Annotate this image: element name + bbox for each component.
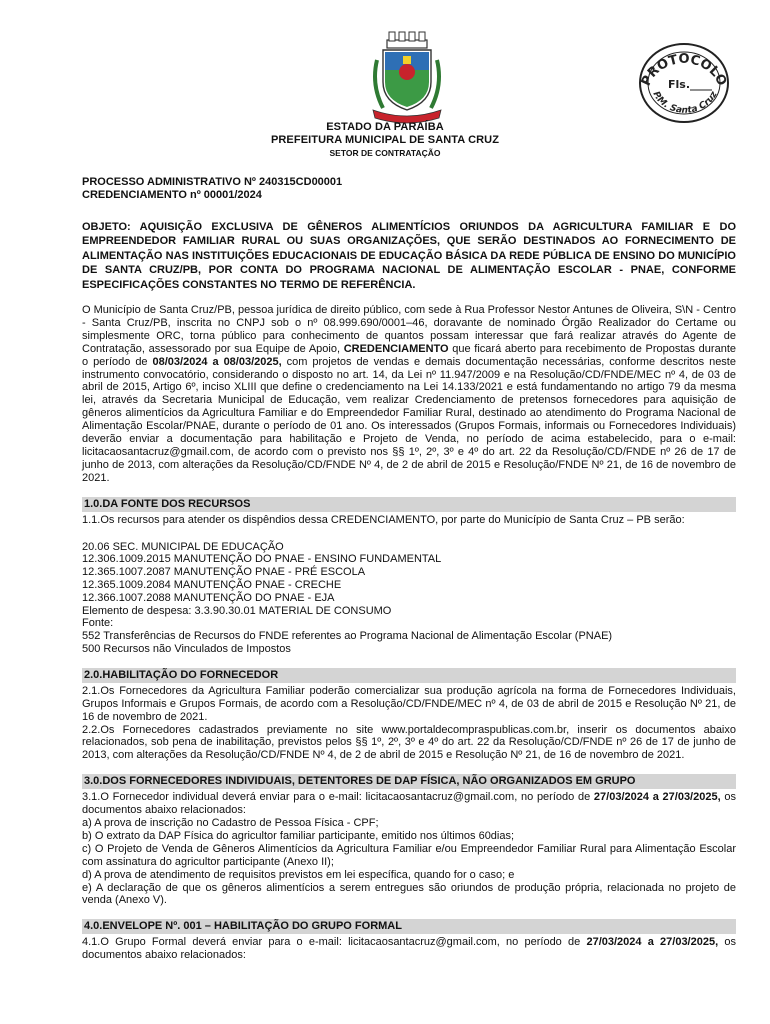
intro-text-3: com projetos de vendas e demais documentação necessárias, conforme descritos neste instrumento convocatório, considerando o disposto no art. 14, da Lei nº 11.947/2009 e na Resolução/CD/FNDE/MEC nº 4, de 03 de abril de 2015, Artigo 6º, inciso XLIII que define o credenciamento na Lei 14.133/2021 e está fundamentando no artigo 79 da mesma lei, através da Secretaria Municipal de Educação, vem realizar Credenciamento de pretensos fornecedores para aquisição de gêneros alimentícios da Agricultura Familiar e do Empreendedor Familiar Rural, destinado ao atendimento do Programa Nacional de Alimentação Escolar/PNAE, durante o período de 01 ano. Os interessados (Grupos Formais, informais ou Fornecedores Individuais) deverão enviar a documentação para habilitação e Projeto de Venda, no período de acima estabelecido, para o e-mail: licitacaosantacruz@gmail.com, de acordo com o previsto nos §§ 1º, 2º, 3º e 4º do art. 22 da Resolução/CD/FNDE nº 26 de 17 de junho de 2013, com alterações da Resolução/CD/FNDE Nº 4, de 2 de abril de 2015 e Resolução/FNDE Nº 21, de 16 de novembro de 2021.: [82, 355, 736, 484]
list-item: 552 Transferências de Recursos do FNDE referentes ao Programa Nacional de Alimentação Escolar (PNAE): [82, 630, 613, 643]
section-4-text-b: os documentos abaixo relacionados:: [82, 936, 736, 962]
list-item: 12.365.1009.2084 MANUTENÇÃO PNAE - CRECHE: [82, 579, 342, 592]
stamp-bottom-text: P.M. Santa Cruz: [650, 90, 720, 116]
credenciamento-number: CREDENCIAMENTO nº 00001/2024: [82, 189, 262, 201]
section-3-item-b: b) O extrato da DAP Física do agricultor familiar participante, emitido nos últimos 60dias;: [82, 829, 515, 842]
intro-paragraph: [82, 304, 736, 485]
setor-name: SETOR DE CONTRATAÇÃO: [329, 148, 441, 158]
section-3-item-c: c) O Projeto de Venda de Gêneros Alimentícios da Agricultura Familiar e/ou Empreendedor Familiar Rural para Alimentação Escolar com assinatura do agricultor participante (Anexo II);: [82, 842, 736, 868]
section-3-text-a: 3.1.O Fornecedor individual deverá enviar para o e-mail: licitacaosantacruz@gmail.com, no período de: [82, 791, 594, 804]
objeto-paragraph: OBJETO: AQUISIÇÃO EXCLUSIVA DE GÊNEROS ALIMENTÍCIOS ORIUNDOS DA AGRICULTURA FAMILIAR E DO EMPREENDEDOR FAMILIAR RURAL OU SUAS ORGANIZAÇÕES, QUE SERÃO DESTINADOS AO FORNECIMENTO DE ALIMENTAÇÃO NAS INSTITUIÇÕES EDUCACIONAIS DE EDUCAÇÃO BÁSICA DA REDE PÚBLICA DE ENSINO DO MUNICÍPIO DE SANTA CRUZ/PB, POR CONTA DO PROGRAMA NACIONAL DE ALIMENTAÇÃO ESCOLAR - PNAE, CONFORME ESPECIFICAÇÕES CONSTANTES NO TERMO DE REFERÊNCIA.: [82, 221, 736, 291]
section-1-title: 1.0.DA FONTE DOS RECURSOS: [82, 497, 736, 512]
section-3-title: 3.0.DOS FORNECEDORES INDIVIDUAIS, DETENTORES DE DAP FÍSICA, NÃO ORGANIZADOS EM GRUPO: [82, 774, 736, 789]
section-3-text-b: os documentos abaixo relacionados:: [82, 791, 736, 817]
section-1-list: [82, 541, 736, 656]
list-item: 12.306.1009.2015 MANUTENÇÃO DO PNAE - ENSINO FUNDAMENTAL: [82, 553, 442, 566]
section-3-period: 27/03/2024 a 27/03/2025,: [593, 791, 721, 804]
intro-text-1: O Município de Santa Cruz/PB, pessoa jurídica de direito público, com sede à Rua Professor Nestor Antunes de Oliveira, S\N - Centro - Santa Cruz/PB, inscrita no CNPJ sob o nº 08.999.690/0001–46, doravante de nominado Órgão Realizador do Certame ou simplesmente ORC, torna público para conhecimento de quantos possam interessar que fará realizar através do Agente de Contratação, assessorado por sua Equipe de Apoio,: [82, 304, 736, 355]
stamp-top-text: PROTOCOLO: [638, 52, 730, 89]
stamp-fls-text: Fls.____: [668, 78, 713, 91]
section-2-paragraph-1: 2.1.Os Fornecedores da Agricultura Familiar poderão comercializar sua produção agrícola na forma de Fornecedores Individuais, Grupos Informais e Grupos Formais, de acordo com a Resolução/CD/FNDE/MEC nº 4, de 03 de abril de 2015 e Resolução Nº 21, de 16 de novembro de 2021.: [82, 684, 736, 723]
state-name: ESTADO DA PARAÍBA: [326, 121, 444, 133]
protocol-stamp: [636, 40, 732, 126]
list-item: 12.366.1007.2088 MANUTENÇÃO DO PNAE - EJA: [82, 591, 335, 604]
section-3-item-a: a) A prova de inscrição no Cadastro de Pessoa Física - CPF;: [82, 817, 379, 830]
list-item: 20.06 SEC. MUNICIPAL DE EDUCAÇÃO: [82, 540, 284, 553]
section-3-item-d: d) A prova de atendimento de requisitos previstos em lei específica, quando for o caso; e: [82, 868, 515, 881]
list-item: Elemento de despesa: 3.3.90.30.01 MATERIAL DE CONSUMO: [82, 604, 392, 617]
process-number: PROCESSO ADMINISTRATIVO Nº 240315CD00001: [82, 176, 343, 188]
section-4-paragraph-1: [82, 936, 736, 962]
document-body: [82, 176, 736, 962]
section-4-text-a: 4.1.O Grupo Formal deverá enviar para o e-mail: licitacaosantacruz@gmail.com, no período de: [82, 936, 587, 949]
intro-bold-1: CREDENCIAMENTO: [343, 342, 449, 355]
list-item: 500 Recursos não Vinculados de Impostos: [82, 643, 291, 655]
section-1-text: 1.1.Os recursos para atender os dispêndios dessa CREDENCIAMENTO, por parte do Município de Santa Cruz – PB serão:: [82, 513, 685, 526]
prefeitura-name: PREFEITURA MUNICIPAL DE SANTA CRUZ: [270, 134, 500, 146]
list-item: Fonte:: [82, 617, 114, 630]
section-4-period: 27/03/2024 a 27/03/2025,: [586, 936, 719, 949]
section-3-paragraph-1: [82, 791, 736, 817]
intro-text-2: que ficará aberto para recebimento de Propostas durante o período de: [82, 342, 736, 368]
section-3-item-e: e) A declaração de que os gêneros alimentícios a serem entregues são oriundos de produção própria, relacionada no projeto de venda (Anexo V).: [82, 881, 736, 907]
list-item: 12.365.1007.2087 MANUTENÇÃO PNAE - PRÉ ESCOLA: [82, 566, 366, 579]
document-header: [0, 121, 770, 159]
municipal-crest-logo: [369, 30, 445, 124]
intro-bold-2: 08/03/2024 a 08/03/2025,: [152, 355, 282, 368]
section-2-paragraph-2: 2.2.Os Fornecedores cadastrados previamente no site www.portaldecompraspublicas.com.br, inserir os documentos abaixo relacionados, sob pena de inabilitação, previstos pelos §§ 1º, 2º, 3º e 4º do art. 22 da Resolução/CD/FNDE nº 26 de 17 de junho de 2013, com alterações da Resolução/CD/FNDE Nº 4, de 2 de abril de 2015 e Resolução Nº 21, de 16 de novembro de 2021.: [82, 723, 736, 762]
section-2-title: 2.0.HABILITAÇÃO DO FORNECEDOR: [82, 668, 736, 683]
section-4-title: 4.0.ENVELOPE Nº. 001 – HABILITAÇÃO DO GRUPO FORMAL: [82, 919, 736, 934]
